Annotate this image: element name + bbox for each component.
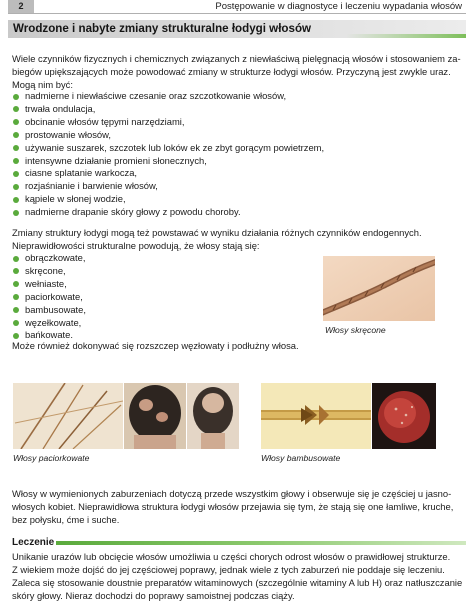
list-item: obrączkowate, bbox=[12, 252, 86, 265]
bamboo-hair-photo bbox=[261, 383, 371, 449]
treatment-line-2: Z wiekiem może dojść do jej częściowej poprawy, jednak wiele z tych zaburzeń nie poddaje się leczeniu. bbox=[12, 564, 445, 575]
causes-list bbox=[12, 90, 324, 219]
list-item: używanie suszarek, szczotek lub loków ek ze zbyt gorącym powietrzem, bbox=[12, 142, 324, 155]
endogenous-line-2: Nieprawidłowości strukturalne powodują, że włosy stają się: bbox=[12, 240, 260, 251]
hair-types-list bbox=[12, 252, 86, 342]
list-item: nadmierne i niewłaściwe czesanie oraz szczotkowanie włosów, bbox=[12, 90, 324, 103]
header-rule bbox=[8, 13, 466, 14]
scalp-closeup-photo bbox=[372, 383, 436, 449]
intro-line-3: Mogą nim być: bbox=[12, 79, 73, 90]
section-accent-stripe bbox=[346, 34, 466, 38]
list-item: paciorkowate, bbox=[12, 291, 86, 304]
section-title-bar bbox=[8, 20, 466, 38]
treatment-line-4: skóry głowy. Nieraz dochodzi do poprawy samoistnej podczas ciąży. bbox=[12, 590, 295, 601]
beaded-hair-photo bbox=[13, 383, 123, 449]
list-item: trwała ondulacja, bbox=[12, 103, 324, 116]
summary-line-3: bez połysku, ćme i suche. bbox=[12, 514, 120, 525]
list-item: bambusowate, bbox=[12, 304, 86, 317]
treatment-heading: Leczenie bbox=[12, 537, 55, 548]
scalp-back-photo bbox=[124, 383, 186, 449]
list-item: intensywne działanie promieni słonecznych, bbox=[12, 155, 324, 168]
twisted-hair-photo bbox=[323, 256, 435, 321]
list-item: obcinanie włosów tępymi narzędziami, bbox=[12, 116, 324, 129]
list-item: skręcone, bbox=[12, 265, 86, 278]
treatment-line-1: Unikanie urazów lub obcięcie włosów umożliwia u części chorych odrost włosów o prawidłowej strukturze. bbox=[12, 551, 451, 562]
running-title: Postępowanie w diagnostyce i leczeniu wypadania włosów bbox=[215, 1, 462, 12]
scalp-side-photo bbox=[187, 383, 239, 449]
caption-bamboo: Włosy bambusowate bbox=[261, 453, 341, 463]
treatment-line-3: Zaleca się stosowanie doustnie preparatów witaminowych (szczególnie witaminy A lub H) oraz natłuszczanie bbox=[12, 577, 463, 588]
summary-line-1: Włosy w wymienionych zaburzeniach dotyczą przede wszystkim głowy i obserwuje się je częściej u jasno- bbox=[12, 488, 452, 499]
caption-beaded: Włosy paciorkowate bbox=[13, 453, 90, 463]
list-item: wełniaste, bbox=[12, 278, 86, 291]
list-item: rozjaśnianie i barwienie włosów, bbox=[12, 180, 324, 193]
fracture-note: Może również dokonywać się rozszczep węzłowaty i podłużny włosa. bbox=[12, 340, 299, 351]
list-item: ciasne splatanie warkocza, bbox=[12, 167, 324, 180]
treatment-accent-bar bbox=[56, 541, 466, 545]
page-number: 2 bbox=[8, 0, 34, 13]
intro-line-2: biegów upiększających może powodować zmiany w strukturze łodygi włosów. Przyczyną jest zwykle uraz. bbox=[12, 66, 451, 77]
running-header bbox=[8, 0, 466, 14]
list-item: prostowanie włosów, bbox=[12, 129, 324, 142]
caption-twisted: Włosy skręcone bbox=[325, 325, 386, 335]
list-item: nadmierne drapanie skóry głowy z powodu choroby. bbox=[12, 206, 324, 219]
summary-line-2: włosych kobiet. Nieprawidłowa struktura łodygi włosów przejawia się tym, że stają się one łamliwe, kruche, bbox=[12, 501, 454, 512]
list-item: bańkowate. bbox=[12, 329, 86, 342]
list-item: węzełkowate, bbox=[12, 317, 86, 330]
section-title: Wrodzone i nabyte zmiany strukturalne łodygi włosów bbox=[13, 22, 312, 35]
intro-line-1: Wiele czynników fizycznych i chemicznych związanych z niewłaściwą pielęgnacją włosów i stosowaniem za- bbox=[12, 53, 461, 64]
list-item: kąpiele w słonej wodzie, bbox=[12, 193, 324, 206]
endogenous-line-1: Zmiany struktury łodygi mogą też powstawać w wyniku działania różnych czynników endogennych. bbox=[12, 227, 422, 238]
